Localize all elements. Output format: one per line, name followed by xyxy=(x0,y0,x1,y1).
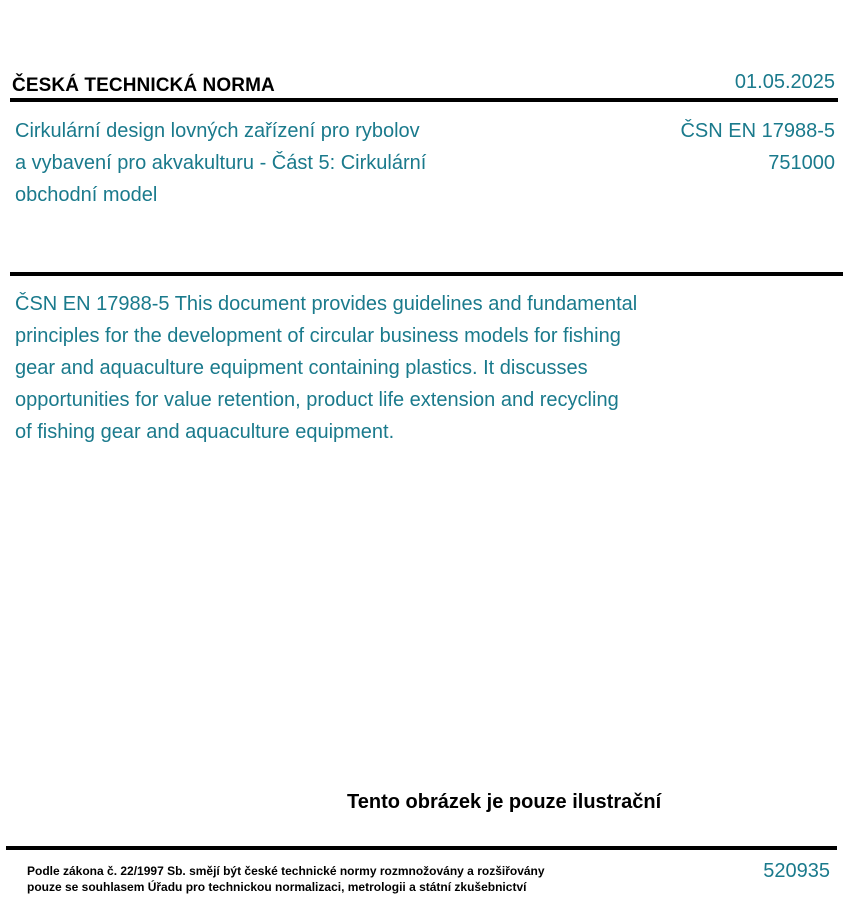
section-divider xyxy=(10,272,843,276)
footer-divider xyxy=(6,846,837,850)
legal-notice xyxy=(27,863,545,895)
publication-date: 01.05.2025 xyxy=(734,71,835,93)
classification-code: 751000 xyxy=(768,152,835,174)
header-divider xyxy=(10,98,838,102)
legal-notice-line-2: pouze se souhlasem Úřadu pro technickou normalizaci, metrologii a státní zkušebnictví xyxy=(27,880,527,894)
document-title: Cirkulární design lovných zařízení pro rybolov a vybavení pro akvakulturu - Část 5: Cirkulární obchodní model xyxy=(15,120,427,206)
document-codes xyxy=(680,115,835,179)
norm-heading: ČESKÁ TECHNICKÁ NORMA xyxy=(12,75,275,96)
standard-code: ČSN EN 17988-5 xyxy=(680,120,835,142)
abstract-text: ČSN EN 17988-5 This document provides guidelines and fundamental principles for the development of circular business models for fishing gear and aquaculture equipment containing plastics. It discusses opportunities for value retention, product life extension and recycling of fishing gear and aquaculture equipment. xyxy=(15,293,638,443)
legal-notice-line-1: Podle zákona č. 22/1997 Sb. smějí být české technické normy rozmnožovány a rozšiřovány xyxy=(27,864,545,878)
illustration-note: Tento obrázek je pouze ilustrační xyxy=(347,791,662,813)
catalog-number: 520935 xyxy=(763,860,830,882)
